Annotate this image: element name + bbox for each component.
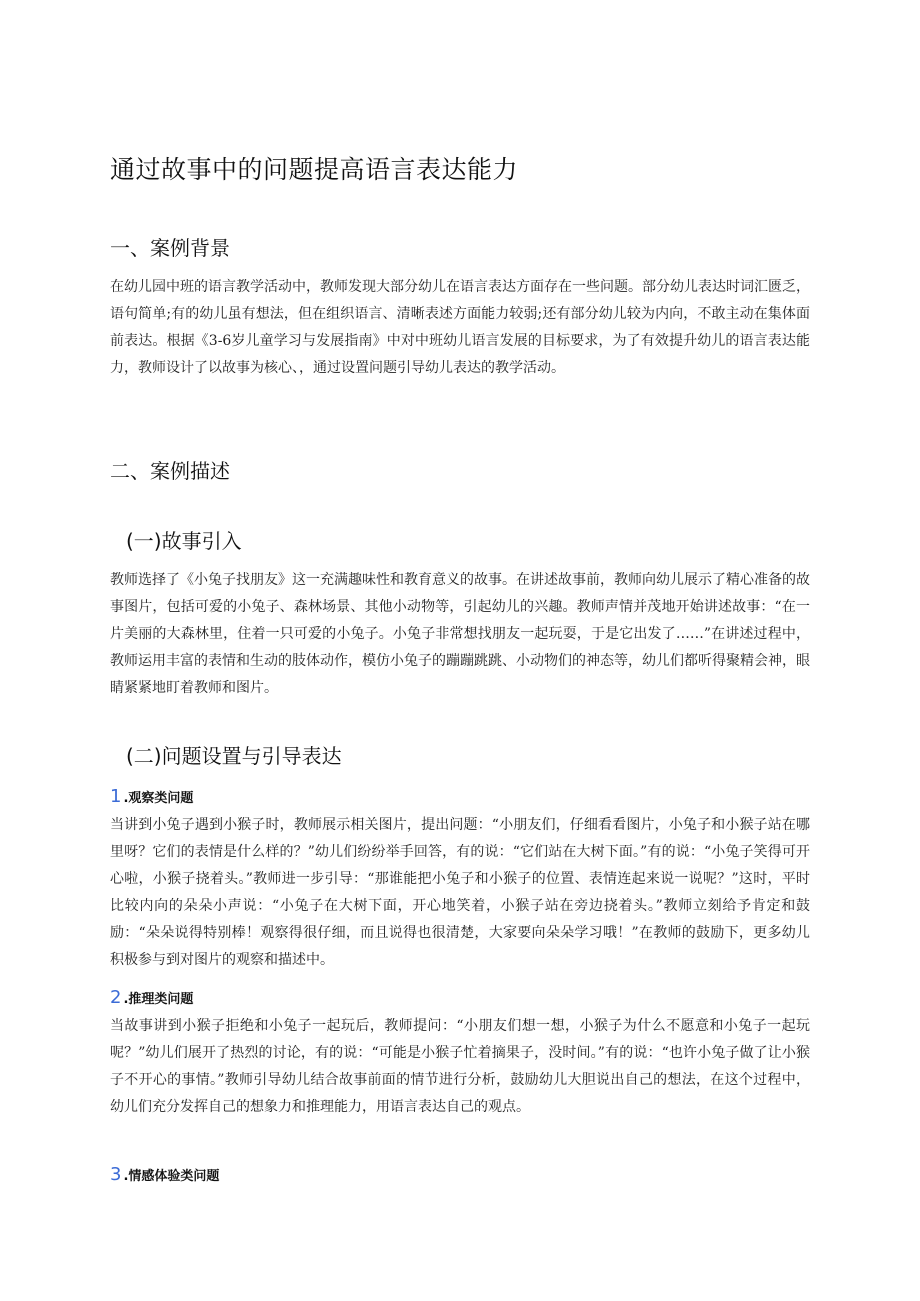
item-number: 1 <box>110 786 122 807</box>
reasoning-paragraph: 当故事讲到小猴子拒绝和小兔子一起玩后，教师提问：“小朋友们想一想，小猴子为什么不愿意和小兔子一起玩呢？”幼儿们展开了热烈的讨论，有的说：“可能是小猴子忙着摘果子，没时间。”有的说：“也许小兔子做了让小猴子不开心的事情。”教师引导幼儿结合故事前面的情节进行分析，鼓励幼儿大胆说出自己的想法，在这个过程中，幼儿们充分发挥自己的想象力和推理能力，用语言表达自己的观点。 <box>110 1018 810 1115</box>
item-label: .情感体验类问题 <box>123 1169 220 1184</box>
story-intro-paragraph: 教师选择了《小兔子找朋友》这一充满趣味性和教育意义的故事。在讲述故事前，教师向幼儿展示了精心准备的故事图片，包括可爱的小兔子、森林场景、其他小动物等，引起幼儿的兴趣。教师声情并茂地开始讲述故事：“在一片美丽的大森林里，住着一只可爱的小兔子。小兔子非常想找朋友一起玩耍，于是它出发了……”在讲述过程中，教师运用丰富的表情和生动的肢体动作，模仿小兔子的蹦蹦跳跳、小动物们的神态等，幼儿们都听得聚精会神，眼睛紧紧地盯着教师和图片。 <box>110 572 810 696</box>
observation-paragraph: 当讲到小兔子遇到小猴子时，教师展示相关图片，提出问题：“小朋友们，仔细看看图片，小兔子和小猴子站在哪里呀？它们的表情是什么样的？”幼儿们纷纷举手回答，有的说：“它们站在大树下面。”有的说：“小兔子笑得可开心啦，小猴子挠着头。”教师进一步引导：“那谁能把小兔子和小猴子的位置、表情连起来说一说呢？”这时，平时比较内向的朵朵小声说：“小兔子在大树下面，开心地笑着，小猴子站在旁边挠着头。”教师立刻给予肯定和鼓励：“朵朵说得特别棒！观察得很仔细，而且说得也很清楚，大家要向朵朵学习哦！”在教师的鼓励下，更多幼儿积极参与到对图片的观察和描述中。 <box>110 817 810 968</box>
item-number: 3 <box>110 1164 122 1185</box>
item-label: .推理类问题 <box>123 992 194 1007</box>
background-paragraph: 在幼儿园中班的语言教学活动中，教师发现大部分幼儿在语言表达方面存在一些问题。部分幼儿表达时词汇匮乏，语句简单;有的幼儿虽有想法，但在组织语言、清晰表述方面能力较弱;还有部分幼儿较为内向，不敢主动在集体面前表达。根据《3-6岁儿童学习与发展指南》中对中班幼儿语言发展的目标要求，为了有效提升幼儿的语言表达能力，教师设计了以故事为核心、，通过设置问题引导幼儿表达的教学活动。 <box>110 279 810 376</box>
item-heading-reasoning <box>110 987 193 1008</box>
subsection-heading-story-intro: (一)故事引入 <box>126 529 242 553</box>
subsection-heading-questions: (二)问题设置与引导表达 <box>126 744 342 768</box>
item-heading-emotion <box>110 1164 219 1185</box>
item-number: 2 <box>110 987 122 1008</box>
section-heading-background: 一、案例背景 <box>110 236 230 260</box>
section-heading-description: 二、案例描述 <box>110 459 230 483</box>
page-title: 通过故事中的问题提高语言表达能力 <box>110 155 519 184</box>
item-label: .观察类问题 <box>123 791 194 806</box>
item-heading-observation <box>110 786 193 807</box>
